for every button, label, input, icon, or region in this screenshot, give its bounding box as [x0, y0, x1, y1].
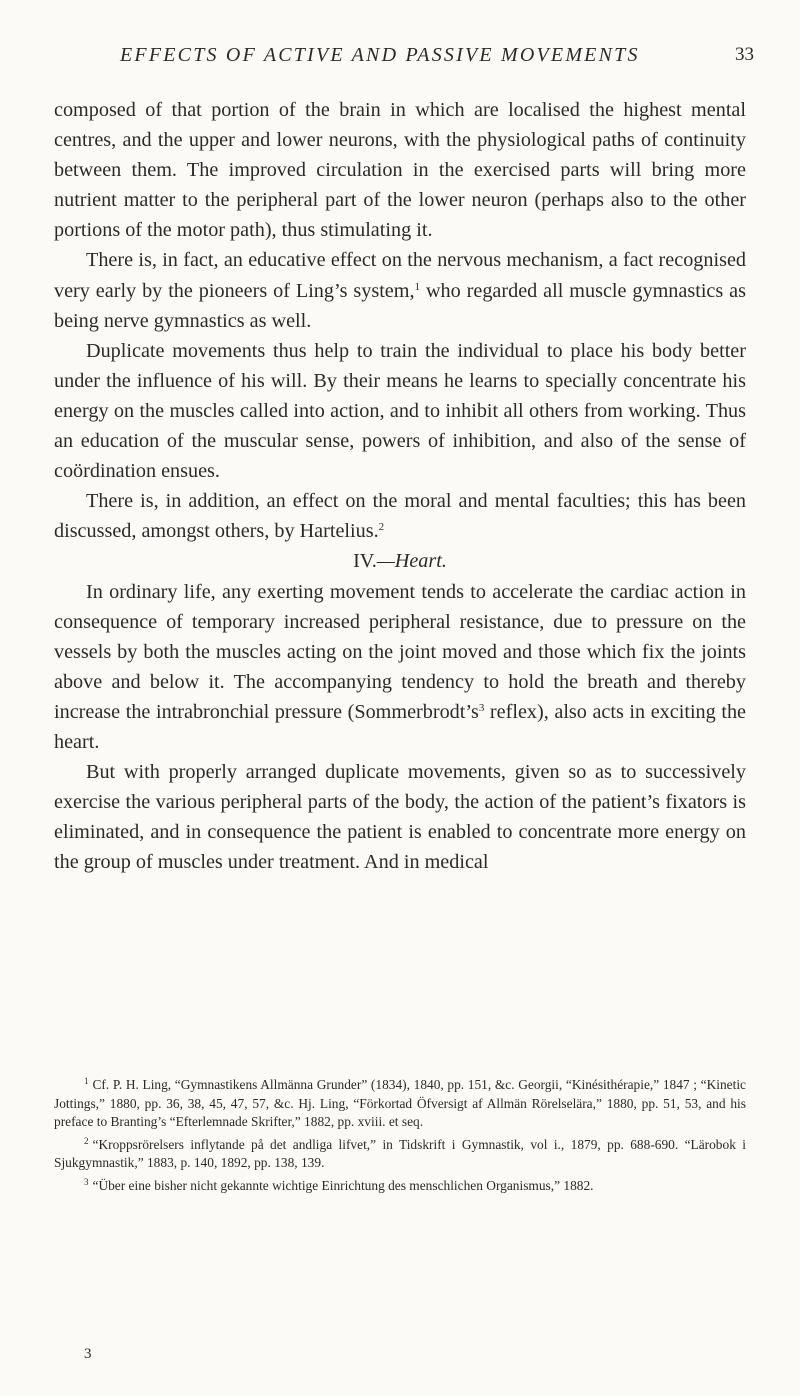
- footnotes: [54, 1072, 746, 1196]
- footnote: $^1$ Cf. P. H. Ling, “Gymnastikens Allmänna Grunder” (1834), 1840, pp. 151, &c. Georgii, “Kinésithérapie,” 1847 ; “Kinetic Jottings,” 1880, pp. 36, 38, 45, 47, 57, &c. Hj. Ling, “Förkortad Öfversigt af Allmän Rörelselära,” 1880, pp. 51, 53, and his preface to Branting’s “Efterlemnade Skrifter,” 1882, pp. xviii. et seq.: [54, 1076, 746, 1130]
- footnote-ref-1[interactable]: 1: [414, 280, 421, 293]
- paragraph-2: There is, in fact, an educative effect on the nervous mechanism, a fact recognised very early by the pioneers of Ling’s system,$^1$ who regarded all muscle gymnastics as being nerve gymnastics as well.: [54, 249, 746, 332]
- signature-mark: 3: [84, 1346, 92, 1362]
- paragraph-1: composed of that portion of the brain in which are localised the highest mental centres, and the upper and lower neurons, with the physiological paths of continuity between them. The improved circulation in the exercised parts will bring more nutrient matter to the peripheral part of the lower neuron (perhaps also to the other portions of the motor path), thus stimulating it.: [54, 99, 746, 242]
- section-title: —Heart.: [376, 550, 447, 573]
- footnote-mark: 1: [84, 1076, 89, 1086]
- paragraph-3: Duplicate movements thus help to train the individual to place his body better under the influence of his will. By their means he learns to specially concentrate his energy on the muscles called into action, and to inhibit all others from working. Thus an education of the muscular sense, powers of inhibition, and also of the sense of coördination ensues.: [54, 339, 746, 483]
- footnote-mark: 3: [84, 1176, 89, 1187]
- body-text: [54, 95, 746, 877]
- footnote: $^2$ “Kroppsrörelsers inflytande på det andliga lifvet,” in Tidskrift i Gymnastik, vol i., 1879, pp. 688-690. “Lärobok i Sjukgymnastik,” 1883, p. 140, 1892, pp. 138, 139.: [54, 1135, 746, 1171]
- paragraph-4: There is, in addition, an effect on the moral and mental faculties; this has been discussed, amongst others, by Hartelius.$^2$: [54, 490, 746, 543]
- running-title: EFFECTS OF ACTIVE AND PASSIVE MOVEMENTS: [120, 44, 640, 66]
- paragraph-6: But with properly arranged duplicate movements, given so as to successively exercise the various peripheral parts of the body, the action of the patient’s fixators is eliminated, and in consequence the patient is enabled to concentrate more energy on the group of muscles under treatment. And in medical: [54, 761, 746, 874]
- paragraph-5: In ordinary life, any exerting movement tends to accelerate the cardiac action in consequence of temporary increased peripheral resistance, due to pressure on the vessels by both the muscles acting on the joint moved and those which fix the joints above and below it. The accompanying tendency to hold the breath and thereby increase the intrabronchial pressure ($Sommerbrodt’s^3$ reflex), also acts in exciting the heart.: [54, 580, 746, 753]
- running-head: [120, 44, 754, 74]
- footnote-ref-2[interactable]: 2: [378, 521, 385, 534]
- footnote-ref-3[interactable]: 3: [478, 701, 485, 714]
- page-number: 33: [735, 44, 754, 65]
- footnote: $^3$ “Über eine bisher nicht gekannte wichtige Einrichtung des menschlichen Organismus,” 1882.: [84, 1176, 594, 1193]
- footnote-mark: 2: [84, 1135, 89, 1146]
- section-heading: [54, 546, 746, 576]
- section-number: IV.: [353, 550, 377, 573]
